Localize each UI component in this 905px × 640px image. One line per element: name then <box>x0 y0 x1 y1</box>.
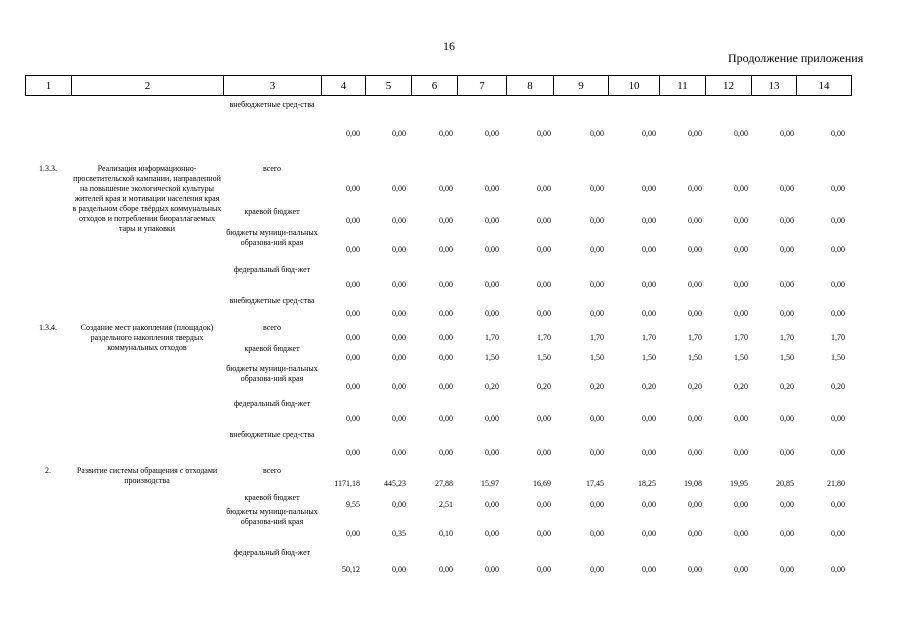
value-cell: 0,00 <box>392 353 406 362</box>
value-cell: 0,00 <box>831 309 845 318</box>
value-cell: 17,45 <box>586 479 604 488</box>
value-cell: 1,50 <box>485 353 499 362</box>
value-cell: 0,00 <box>485 216 499 225</box>
value-cell: 0,00 <box>734 529 748 538</box>
header-cell: 8 <box>507 76 554 96</box>
value-cell: 0,00 <box>780 245 794 254</box>
value-cell: 0,00 <box>642 448 656 457</box>
value-cell: 0,00 <box>346 245 360 254</box>
value-cell: 1,70 <box>485 333 499 342</box>
header-cell: 14 <box>797 76 852 96</box>
value-cell: 0,20 <box>537 382 551 391</box>
funding-source: краевой бюджет <box>244 493 300 502</box>
funding-source: внебюджетные сред-ства <box>229 430 315 439</box>
value-cell: 9,55 <box>346 500 360 509</box>
value-cell: 0,00 <box>537 529 551 538</box>
funding-source: краевой бюджет <box>244 207 300 216</box>
value-cell: 0,00 <box>590 414 604 423</box>
value-cell: 0,00 <box>688 245 702 254</box>
value-cell: 50,12 <box>342 565 360 574</box>
value-cell: 0,00 <box>688 184 702 193</box>
value-cell: 20,85 <box>776 479 794 488</box>
value-cell: 0,00 <box>590 216 604 225</box>
value-cell: 0,00 <box>346 216 360 225</box>
value-cell: 0,00 <box>642 529 656 538</box>
value-cell: 0,00 <box>485 414 499 423</box>
funding-source: внебюджетные сред-ства <box>229 296 315 305</box>
header-cell: 10 <box>609 76 660 96</box>
header-cell: 9 <box>554 76 609 96</box>
value-cell: 18,25 <box>638 479 656 488</box>
value-cell: 1,50 <box>590 353 604 362</box>
value-cell: 0,00 <box>590 565 604 574</box>
header-cell: 5 <box>366 76 412 96</box>
value-cell: 0,00 <box>439 280 453 289</box>
value-cell: 0,00 <box>439 184 453 193</box>
value-cell: 0,00 <box>485 245 499 254</box>
value-cell: 0,00 <box>590 500 604 509</box>
value-cell: 0,00 <box>485 129 499 138</box>
value-cell: 0,00 <box>642 129 656 138</box>
value-cell: 0,00 <box>439 245 453 254</box>
funding-source: краевой бюджет <box>244 344 300 353</box>
value-cell: 1,70 <box>642 333 656 342</box>
value-cell: 1,70 <box>590 333 604 342</box>
value-cell: 0,00 <box>590 129 604 138</box>
value-cell: 0,00 <box>688 309 702 318</box>
row-code: 1.3.4. <box>39 323 57 332</box>
value-cell: 0,00 <box>439 448 453 457</box>
value-cell: 0,00 <box>590 448 604 457</box>
value-cell: 0,00 <box>734 309 748 318</box>
value-cell: 0,00 <box>485 448 499 457</box>
value-cell: 0,00 <box>537 245 551 254</box>
funding-source: федеральный бюд-жет <box>233 399 311 408</box>
value-cell: 1,50 <box>537 353 551 362</box>
header-cell: 1 <box>26 76 72 96</box>
value-cell: 0,00 <box>346 529 360 538</box>
header-cell: 2 <box>72 76 224 96</box>
value-cell: 0,00 <box>780 184 794 193</box>
funding-source: федеральный бюд-жет <box>233 548 311 557</box>
value-cell: 21,80 <box>827 479 845 488</box>
value-cell: 0,00 <box>642 565 656 574</box>
row-description: Реализация информационно-просветительской кампании, направленной на повышение экологической культуры жителей края и мотивации населения края в раздельном сборе твёрдых коммунальных отходов и потреблении биоразлагаемых тары и упаковки <box>72 164 222 233</box>
value-cell: 0,00 <box>734 184 748 193</box>
value-cell: 0,00 <box>780 448 794 457</box>
value-cell: 0,00 <box>439 333 453 342</box>
header-cell: 7 <box>458 76 507 96</box>
value-cell: 0,00 <box>537 565 551 574</box>
value-cell: 0,00 <box>688 565 702 574</box>
value-cell: 0,00 <box>439 309 453 318</box>
value-cell: 0,00 <box>831 280 845 289</box>
value-cell: 0,00 <box>780 280 794 289</box>
value-cell: 0,00 <box>688 216 702 225</box>
value-cell: 0,00 <box>392 245 406 254</box>
value-cell: 0,00 <box>439 565 453 574</box>
value-cell: 0,20 <box>831 382 845 391</box>
value-cell: 445,23 <box>384 479 406 488</box>
value-cell: 0,20 <box>734 382 748 391</box>
value-cell: 1,70 <box>780 333 794 342</box>
value-cell: 0,00 <box>780 565 794 574</box>
continuation-label: Продолжение приложения <box>728 51 864 65</box>
value-cell: 0,00 <box>537 184 551 193</box>
funding-source: внебюджетные сред-ства <box>229 100 315 109</box>
header-cell: 12 <box>706 76 752 96</box>
value-cell: 0,00 <box>439 216 453 225</box>
value-cell: 19,95 <box>730 479 748 488</box>
value-cell: 0,00 <box>392 280 406 289</box>
value-cell: 0,00 <box>688 529 702 538</box>
value-cell: 0,00 <box>590 184 604 193</box>
value-cell: 1,70 <box>688 333 702 342</box>
value-cell: 0,00 <box>485 565 499 574</box>
value-cell: 0,00 <box>831 129 845 138</box>
value-cell: 0,00 <box>485 500 499 509</box>
value-cell: 0,00 <box>831 184 845 193</box>
value-cell: 0,00 <box>346 353 360 362</box>
value-cell: 0,00 <box>392 129 406 138</box>
value-cell: 0,20 <box>485 382 499 391</box>
value-cell: 0,00 <box>642 184 656 193</box>
table-header <box>25 75 852 96</box>
value-cell: 0,00 <box>734 245 748 254</box>
value-cell: 0,00 <box>439 382 453 391</box>
value-cell: 1,50 <box>831 353 845 362</box>
value-cell: 0,00 <box>346 414 360 423</box>
header-cell: 6 <box>412 76 458 96</box>
value-cell: 0,00 <box>734 280 748 289</box>
value-cell: 0,00 <box>688 414 702 423</box>
funding-source: бюджеты муници-пальных образова-ний края <box>226 364 318 383</box>
funding-source: всего <box>262 164 281 173</box>
value-cell: 0,00 <box>831 414 845 423</box>
value-cell: 0,00 <box>642 500 656 509</box>
value-cell: 15,97 <box>481 479 499 488</box>
value-cell: 0,20 <box>642 382 656 391</box>
value-cell: 0,00 <box>688 280 702 289</box>
row-description: Развитие системы обращения с отходами производства <box>76 466 218 485</box>
value-cell: 0,00 <box>346 280 360 289</box>
value-cell: 0,00 <box>831 448 845 457</box>
value-cell: 0,00 <box>392 309 406 318</box>
value-cell: 0,00 <box>831 500 845 509</box>
value-cell: 0,00 <box>831 216 845 225</box>
value-cell: 0,00 <box>780 500 794 509</box>
header-cell: 13 <box>752 76 797 96</box>
value-cell: 0,00 <box>642 280 656 289</box>
page-number: 16 <box>443 39 455 53</box>
value-cell: 0,00 <box>831 529 845 538</box>
value-cell: 0,00 <box>346 129 360 138</box>
value-cell: 0,00 <box>439 129 453 138</box>
value-cell: 16,69 <box>533 479 551 488</box>
row-description: Создание мест накопления (площадок) раздельного накопления твердых коммунальных отходов <box>80 323 214 352</box>
value-cell: 1,50 <box>642 353 656 362</box>
value-cell: 0,00 <box>590 280 604 289</box>
value-cell: 2,51 <box>439 500 453 509</box>
funding-source: бюджеты муници-пальных образова-ний края <box>226 507 318 526</box>
value-cell: 0,00 <box>439 353 453 362</box>
value-cell: 0,00 <box>346 309 360 318</box>
header-cell: 11 <box>660 76 706 96</box>
value-cell: 0,00 <box>688 448 702 457</box>
value-cell: 0,00 <box>780 129 794 138</box>
value-cell: 1,50 <box>780 353 794 362</box>
value-cell: 0,00 <box>590 309 604 318</box>
value-cell: 0,00 <box>688 500 702 509</box>
value-cell: 0,00 <box>590 529 604 538</box>
value-cell: 0,00 <box>485 309 499 318</box>
funding-source: всего <box>262 323 281 332</box>
value-cell: 0,00 <box>734 500 748 509</box>
value-cell: 0,00 <box>831 565 845 574</box>
value-cell: 0,00 <box>831 245 845 254</box>
row-code: 1.3.3. <box>39 164 57 173</box>
value-cell: 0,00 <box>590 245 604 254</box>
value-cell: 0,00 <box>537 216 551 225</box>
funding-source: всего <box>262 466 281 475</box>
value-cell: 0,20 <box>590 382 604 391</box>
value-cell: 0,00 <box>439 414 453 423</box>
value-cell: 0,00 <box>642 309 656 318</box>
value-cell: 0,00 <box>537 280 551 289</box>
value-cell: 0,20 <box>780 382 794 391</box>
value-cell: 0,00 <box>392 448 406 457</box>
row-code: 2. <box>45 466 51 475</box>
value-cell: 0,00 <box>346 333 360 342</box>
value-cell: 0,00 <box>346 184 360 193</box>
value-cell: 0,00 <box>392 382 406 391</box>
value-cell: 0,00 <box>734 129 748 138</box>
value-cell: 0,00 <box>780 414 794 423</box>
value-cell: 1,70 <box>831 333 845 342</box>
value-cell: 0,00 <box>688 129 702 138</box>
value-cell: 0,00 <box>392 414 406 423</box>
value-cell: 0,00 <box>346 448 360 457</box>
value-cell: 0,00 <box>537 448 551 457</box>
value-cell: 1,50 <box>734 353 748 362</box>
value-cell: 1,70 <box>537 333 551 342</box>
value-cell: 0,00 <box>734 414 748 423</box>
value-cell: 0,00 <box>485 529 499 538</box>
value-cell: 1,50 <box>688 353 702 362</box>
value-cell: 0,00 <box>392 216 406 225</box>
value-cell: 0,00 <box>537 500 551 509</box>
value-cell: 0,00 <box>642 216 656 225</box>
value-cell: 0,00 <box>642 414 656 423</box>
value-cell: 0,00 <box>734 448 748 457</box>
value-cell: 0,00 <box>392 565 406 574</box>
value-cell: 0,00 <box>537 414 551 423</box>
value-cell: 0,00 <box>780 309 794 318</box>
value-cell: 0,00 <box>734 565 748 574</box>
value-cell: 0,00 <box>537 309 551 318</box>
value-cell: 0,00 <box>537 129 551 138</box>
value-cell: 0,00 <box>392 500 406 509</box>
value-cell: 1171,18 <box>334 479 360 488</box>
funding-source: бюджеты муници-пальных образова-ний края <box>226 228 318 247</box>
value-cell: 0,00 <box>392 333 406 342</box>
value-cell: 0,00 <box>780 529 794 538</box>
value-cell: 0,00 <box>642 245 656 254</box>
header-cell: 3 <box>224 76 322 96</box>
value-cell: 27,88 <box>435 479 453 488</box>
value-cell: 0,10 <box>439 529 453 538</box>
value-cell: 0,20 <box>688 382 702 391</box>
value-cell: 1,70 <box>734 333 748 342</box>
value-cell: 0,00 <box>392 184 406 193</box>
funding-source: федеральный бюд-жет <box>233 265 311 274</box>
value-cell: 0,00 <box>485 280 499 289</box>
value-cell: 0,00 <box>734 216 748 225</box>
value-cell: 0,00 <box>780 216 794 225</box>
value-cell: 0,00 <box>346 382 360 391</box>
header-cell: 4 <box>322 76 366 96</box>
value-cell: 0,00 <box>485 184 499 193</box>
value-cell: 19,08 <box>684 479 702 488</box>
value-cell: 0,35 <box>392 529 406 538</box>
